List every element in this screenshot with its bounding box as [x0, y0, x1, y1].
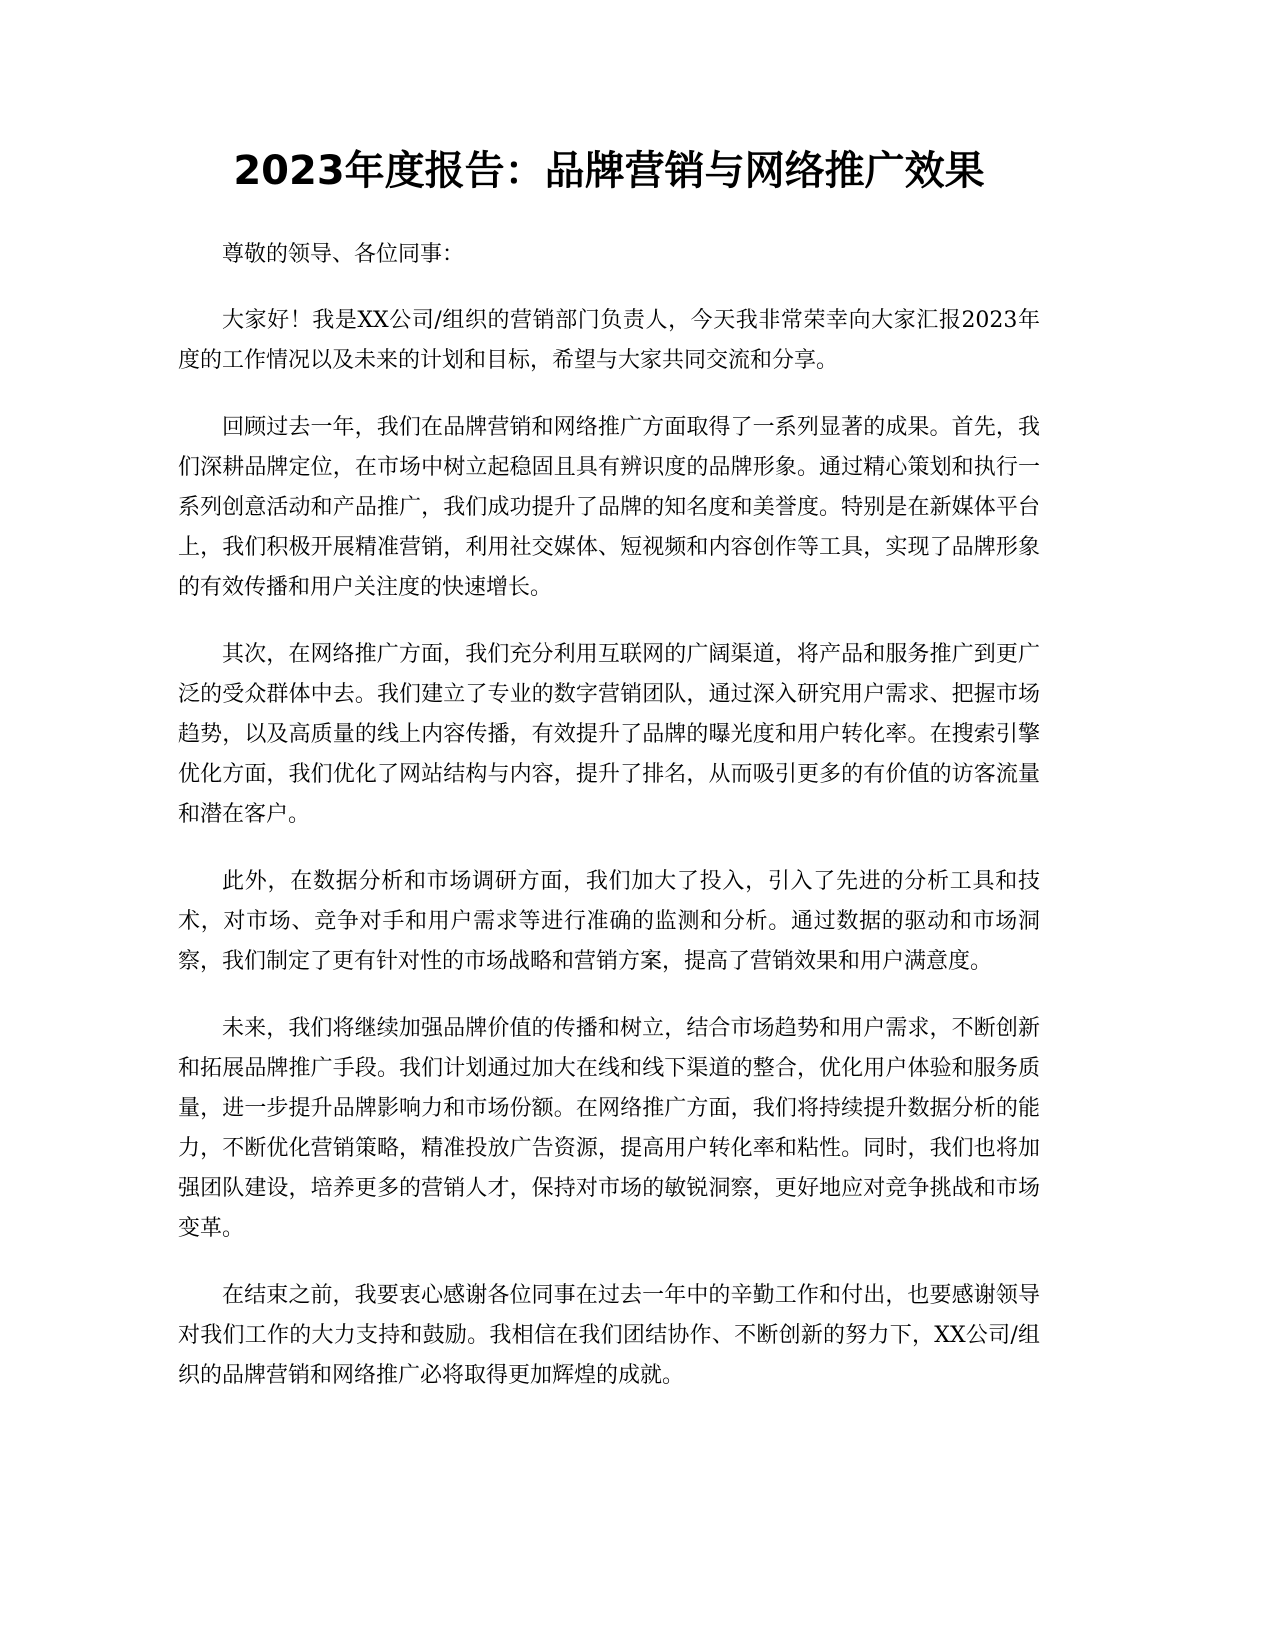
document-page [178, 140, 1040, 1423]
paragraph-promotion: 其次，在网络推广方面，我们充分利用互联网的广阔渠道，将产品和服务推广到更广泛的受众群体中去。我们建立了专业的数字营销团队，通过深入研究用户需求、把握市场趋势，以及高质量的线上内容传播，有效提升了品牌的曝光度和用户转化率。在搜索引擎优化方面，我们优化了网站结构与内容，提升了排名，从而吸引更多的有价值的访客流量和潜在客户。 [178, 642, 1040, 827]
paragraph-intro: 大家好！我是XX公司/组织的营销部门负责人，今天我非常荣幸向大家汇报2023年度的工作情况以及未来的计划和目标，希望与大家共同交流和分享。 [178, 308, 1040, 373]
paragraph-review: 回顾过去一年，我们在品牌营销和网络推广方面取得了一系列显著的成果。首先，我们深耕品牌定位，在市场中树立起稳固且具有辨识度的品牌形象。通过精心策划和执行一系列创意活动和产品推广，我们成功提升了品牌的知名度和美誉度。特别是在新媒体平台上，我们积极开展精准营销，利用社交媒体、短视频和内容创作等工具，实现了品牌形象的有效传播和用户关注度的快速增长。 [178, 415, 1040, 600]
paragraph-closing: 在结束之前，我要衷心感谢各位同事在过去一年中的辛勤工作和付出，也要感谢领导对我们工作的大力支持和鼓励。我相信在我们团结协作、不断创新的努力下，XX公司/组织的品牌营销和网络推广必将取得更加辉煌的成就。 [178, 1283, 1040, 1388]
document-title: 2023年度报告：品牌营销与网络推广效果 [233, 148, 985, 194]
paragraph-future: 未来，我们将继续加强品牌价值的传播和树立，结合市场趋势和用户需求，不断创新和拓展品牌推广手段。我们计划通过加大在线和线下渠道的整合，优化用户体验和服务质量，进一步提升品牌影响力和市场份额。在网络推广方面，我们将持续提升数据分析的能力，不断优化营销策略，精准投放广告资源，提高用户转化率和粘性。同时，我们也将加强团队建设，培养更多的营销人才，保持对市场的敏锐洞察，更好地应对竞争挑战和市场变革。 [178, 1016, 1040, 1241]
paragraph-analysis: 此外，在数据分析和市场调研方面，我们加大了投入，引入了先进的分析工具和技术，对市场、竞争对手和用户需求等进行准确的监测和分析。通过数据的驱动和市场洞察，我们制定了更有针对性的市场战略和营销方案，提高了营销效果和用户满意度。 [178, 869, 1040, 974]
greeting-line: 尊敬的领导、各位同事： [222, 242, 465, 267]
